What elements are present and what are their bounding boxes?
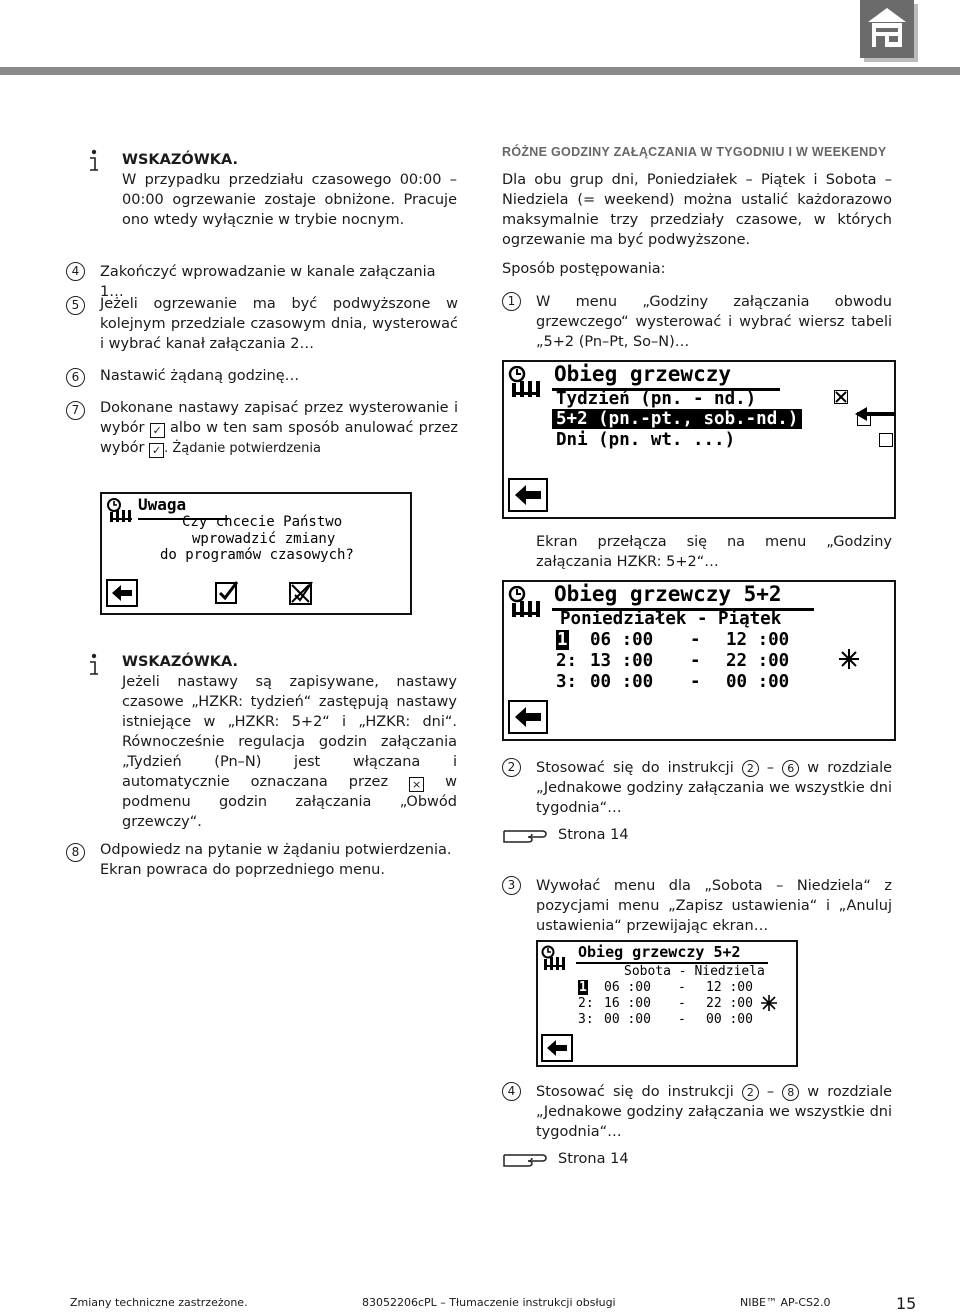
- cancel-x-icon[interactable]: [288, 580, 314, 606]
- time-to[interactable]: 12 :00: [706, 980, 753, 995]
- time-to[interactable]: 22 :00: [726, 651, 790, 671]
- time-from[interactable]: 16 :00: [604, 996, 651, 1011]
- channel-number[interactable]: 2:: [578, 996, 594, 1011]
- step-text: Stosować się do instrukcji 2 – 6 w rozdziale „Jednakowe godziny załączania we wszystkie dni tygodnia“…: [536, 760, 893, 816]
- page-number: 15: [896, 1294, 917, 1313]
- section-heading: RÓŻNE GODZINY ZAŁĄCZANIA W TYGODNIU I W WEEKENDY: [502, 145, 887, 159]
- channel-number[interactable]: 1: [579, 980, 587, 995]
- checkbox[interactable]: [879, 433, 893, 447]
- note-2: [122, 652, 457, 832]
- sun-icon: [838, 648, 860, 670]
- note-1: [122, 150, 457, 230]
- note-title: WSKAZÓWKA.: [122, 654, 238, 670]
- menu-row[interactable]: Dni (pn. wt. ...): [556, 430, 736, 450]
- time-to[interactable]: 00 :00: [706, 1012, 753, 1027]
- menu-row-selected[interactable]: 5+2 (pn.-pt., sob.-nd.): [552, 409, 802, 429]
- info-icon: [86, 652, 102, 678]
- check-icon: ✓: [150, 423, 165, 438]
- channel-number[interactable]: 1: [557, 630, 568, 650]
- back-arrow-icon[interactable]: [508, 700, 548, 734]
- page-reference-link[interactable]: Strona 14: [558, 827, 629, 843]
- step-text: Jeżeli ogrzewanie ma być podwyższone w kolejnym przedziale czasowym dnia, wysterować i wybrać kanał załączania 2…: [100, 296, 458, 352]
- back-arrow-icon[interactable]: [541, 1034, 573, 1062]
- step-text: Nastawić żądaną godzinę…: [100, 368, 300, 384]
- house-icon: [860, 0, 914, 58]
- step-text: Stosować się do instrukcji 2 – 8 w rozdziale „Jednakowe godziny załączania we wszystkie dni tygodnia“…: [536, 1084, 893, 1140]
- time-to[interactable]: 22 :00: [706, 996, 753, 1011]
- time-dash: -: [678, 980, 686, 995]
- time-dash: -: [678, 996, 686, 1011]
- step-number: 4: [66, 262, 85, 281]
- screen-line: do programów czasowych?: [160, 547, 354, 563]
- screen-title: Obieg grzewczy: [554, 362, 732, 386]
- screen-line: wprowadzić zmiany: [192, 531, 336, 547]
- heating-icon: [508, 366, 544, 398]
- note-text: W przypadku przedziału czasowego 00:00 – 00:00 ogrzewanie zostaje obniżone. Pracuje ono wtedy wyłącznie w trybie nocnym.: [122, 172, 457, 228]
- step-text: Zakończyć wprowadzanie w kanale załączania 1…: [100, 264, 436, 300]
- screen-subtitle: Sobota - Niedziela: [624, 964, 765, 979]
- pointing-hand-icon: [502, 825, 548, 845]
- display-confirm-screen: [100, 492, 412, 615]
- note-title: WSKAZÓWKA.: [122, 152, 238, 168]
- display-5plus2-screen: [502, 580, 896, 741]
- channel-number[interactable]: 2:: [556, 651, 578, 671]
- step-number: 2: [502, 758, 521, 777]
- step-number: 4: [502, 1082, 521, 1101]
- menu-row[interactable]: Tydzień (pn. - nd.): [556, 389, 757, 409]
- screen-subtitle: Poniedziałek - Piątek: [560, 609, 782, 629]
- heating-icon: [508, 586, 544, 618]
- back-arrow-icon[interactable]: [508, 478, 548, 512]
- channel-number[interactable]: 3:: [556, 672, 578, 692]
- confirm-check-icon[interactable]: [215, 580, 239, 604]
- checkbox-checked[interactable]: [834, 390, 848, 404]
- time-dash: -: [678, 1012, 686, 1027]
- page-reference-link[interactable]: Strona 14: [558, 1151, 629, 1167]
- screen-title: Obieg grzewczy 5+2: [578, 943, 741, 961]
- step-number: 3: [502, 876, 521, 895]
- time-to[interactable]: 00 :00: [726, 672, 790, 692]
- step-text: Odpowiedz na pytanie w żądaniu potwierdzenia. Ekran powraca do poprzedniego menu.: [100, 842, 452, 878]
- display-weekend-screen: [536, 940, 798, 1067]
- info-icon: [86, 148, 102, 174]
- screen-line: Czy chcecie Państwo: [182, 514, 343, 530]
- step-number: 7: [66, 401, 85, 420]
- note-text: Jeżeli nastawy są zapisywane, nastawy czasowe „HZKR: tydzień“ zastępują nastawy istniejące w „HZKR: 5+2“ i „HZKR: dni“. Równocześnie regulacja godzin załączania „Tydzień (Pn–N) jest włączana i automatycznie oznaczana przez × w podmenu godzin załączania „Obwód grzewczy“.: [122, 674, 458, 830]
- pointing-hand-icon: [502, 1149, 548, 1169]
- time-from[interactable]: 06 :00: [604, 980, 651, 995]
- time-from[interactable]: 00 :00: [590, 672, 654, 692]
- step-text: Dokonane nastawy zapisać przez wysterowanie i wybór ✓ albo w ten sam sposób anulować przez wybór ✓ . Żądanie potwierdzenia: [100, 400, 458, 457]
- channel-number[interactable]: 3:: [578, 1012, 594, 1027]
- intro-text: Dla obu grup dni, Poniedziałek – Piątek i Sobota – Niedziela (= weekend) można ustalić każdorazowo maksymalnie trzy przedziały czasowe, w których ogrzewanie ma być podwyższone.: [502, 172, 892, 248]
- footer-left: Zmiany techniczne zastrzeżone.: [70, 1296, 248, 1309]
- screen-title: Obieg grzewczy 5+2: [554, 582, 782, 606]
- header-bar: [0, 67, 960, 75]
- heating-icon: [106, 498, 136, 522]
- heating-icon: [541, 945, 569, 971]
- display-menu-screen: [502, 360, 896, 519]
- step-number: 8: [66, 843, 85, 862]
- time-dash: -: [690, 672, 701, 692]
- procedure-label: Sposób postępowania:: [502, 261, 666, 277]
- step-number: 6: [66, 368, 85, 387]
- step-text: Wywołać menu dla „Sobota – Niedziela“ z pozycjami menu „Zapisz ustawienia“ i „Anuluj ustawienia“ przewijając ekran…: [536, 878, 892, 934]
- time-to[interactable]: 12 :00: [726, 630, 790, 650]
- time-from[interactable]: 00 :00: [604, 1012, 651, 1027]
- time-from[interactable]: 06 :00: [590, 630, 654, 650]
- pointer-arrow-icon: [855, 406, 895, 422]
- cancel-check-icon: ✓: [149, 443, 164, 458]
- time-from[interactable]: 13 :00: [590, 651, 654, 671]
- step-number: 1: [502, 292, 521, 311]
- screen-title: Uwaga: [138, 495, 187, 514]
- time-dash: -: [690, 630, 701, 650]
- time-dash: -: [690, 651, 701, 671]
- sun-icon: [760, 994, 778, 1012]
- back-arrow-icon[interactable]: [106, 579, 138, 607]
- footer-center: 83052206cPL – Tłumaczenie instrukcji obsługi: [362, 1296, 616, 1309]
- step-number: 5: [66, 296, 85, 315]
- x-box-icon: ×: [409, 777, 424, 792]
- step-text: W menu „Godziny załączania obwodu grzewczego“ wysterować i wybrać wiersz tabeli „5+2 (Pn–Pt, So–N)…: [536, 294, 892, 350]
- footer-right: NIBE™ AP-CS2.0: [740, 1296, 831, 1309]
- caption-text: Ekran przełącza się na menu „Godziny załączania HZKR: 5+2“…: [536, 534, 892, 570]
